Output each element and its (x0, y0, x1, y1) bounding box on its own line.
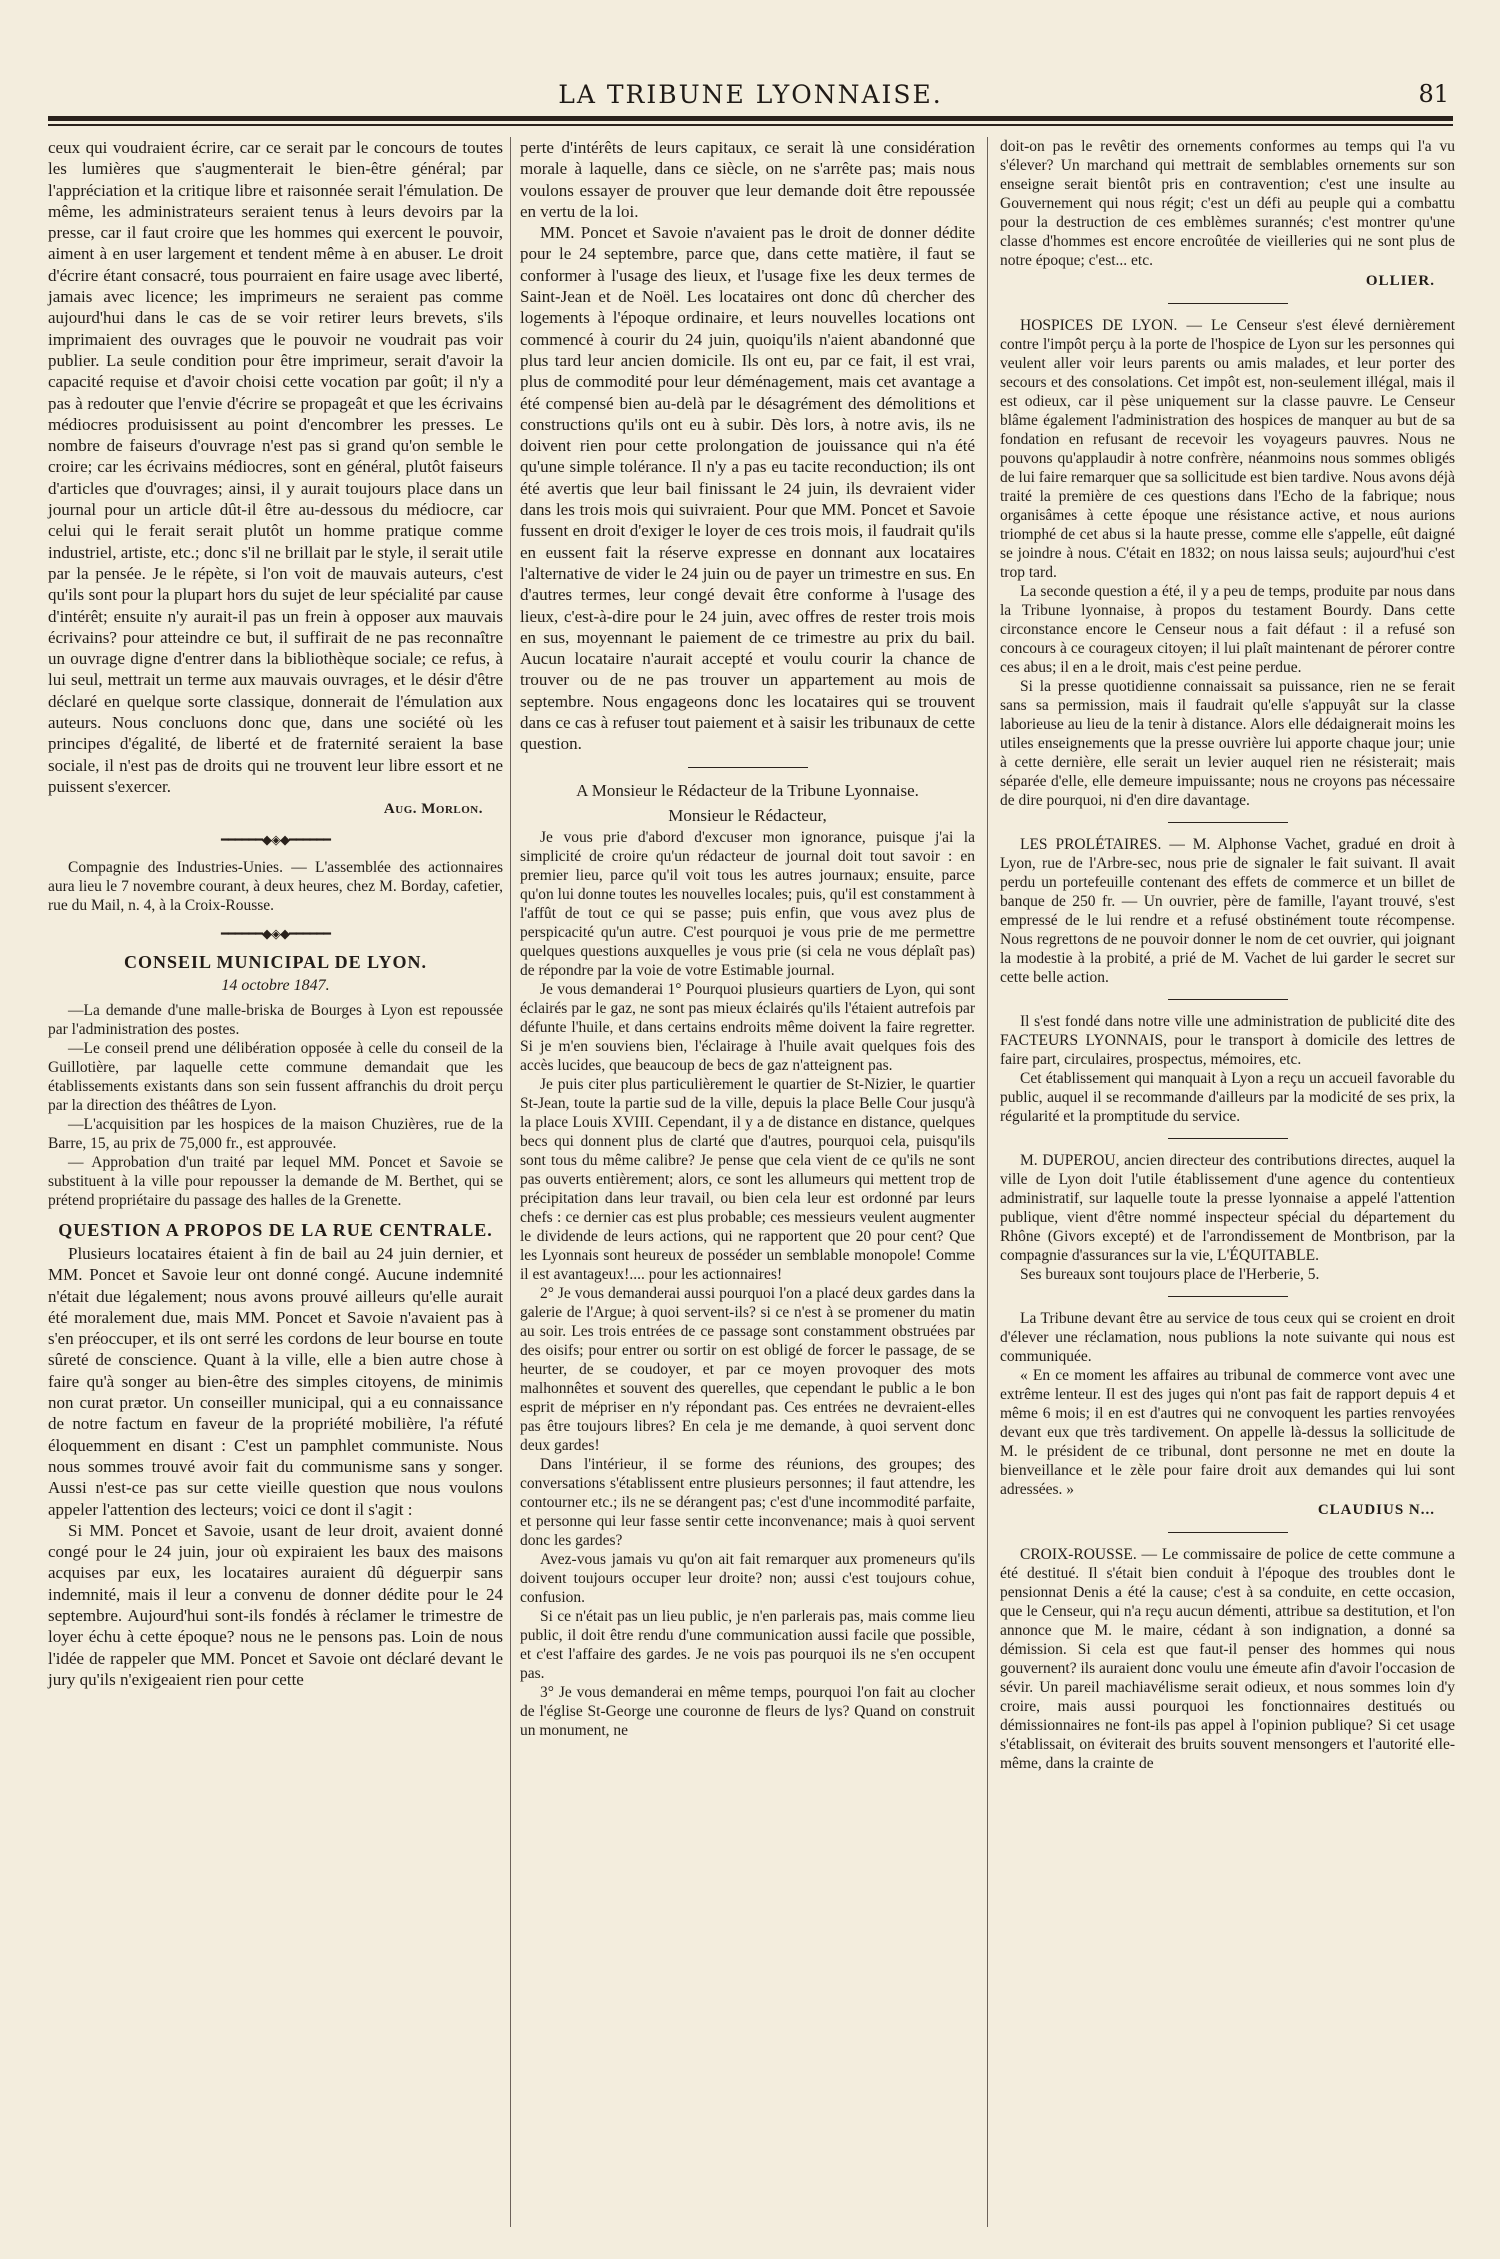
column-3 (1000, 137, 1455, 1773)
article-text: perte d'intérêts de leurs capitaux, ce serait là une considération morale à laquelle, dans ce siècle, on ne s'arrête pas; mais nous voulons essayer de prouver que leur demande doit être repoussée en vertu de la loi. (520, 138, 975, 221)
letter-text: Je vous demanderai 1° Pourquoi plusieurs quartiers de Lyon, qui sont éclairés par le gaz, ne sont pas mieux éclairés qu'ils l'étaient autrefois par défunte l'huile, et dans certains endroits même doivent la faire regretter. Si je m'en souviens bien, l'éclairage à l'huile avait quelques fois des accès lucides, que beaucoup de becs de gaz n'atteignent pas. (520, 981, 975, 1075)
note-signature: CLAUDIUS N... (1317, 1502, 1435, 1518)
news-facteurs: Cet établissement qui manquait à Lyon a reçu un accueil favorable du public, auquel il se recommande d'ailleurs par la modicité de ses prix, la régularité et la promptitude du service. (1000, 1070, 1455, 1125)
article-text: MM. Poncet et Savoie n'avaient pas le droit de donner dédite pour le 24 septembre, parce que, dans cette matière, il faut se conformer à l'usage des lieux, et l'usage fixe les deux termes de Saint-Jean et de Noël. Les locataires ont donc dû chercher des logements à l'époque ordinaire, et leurs nouvelles locations ont commencé à courir du 24 juin, quoiqu'ils n'aient abandonné que plus tard leur ancien domicile. Ils ont eu, par ce fait, il est vrai, plus de commodité pour leur déménagement, mais cet avantage a été compensé bien au-delà par le désagrément des démolitions et constructions qu'ils ont eu à subir. Dès lors, à notre avis, ils ne doivent rien pour cette prolongation de jouissance qui n'a été qu'une simple tolérance. Il n'y a pas eu tacite reconduction; ils ont été avertis que leur bail finissant le 24 juin, ils devraient vider dans les trois mois qui suivraient. Pour que MM. Poncet et Savoie fussent en droit d'exiger le loyer de ces trois mois, il faudrait qu'ils en eussent fait la réserve expresse en donnant aux locataires l'alternative de vider le 24 juin ou de payer un trimestre en sus. En d'autres termes, leur congé devait être conforme à l'usage des lieux, c'est-à-dire pour le 24 juin, avec offres de rester trois mois en sus, moyennant le paiement de ce trimestre au prix du bail. Aucun locataire n'aurait accepté et voulu courir la chance de trouver ou de ne pas trouver un appartement au mois de septembre. Nous engageons donc les locataires qui se trouvent dans ce cas à refuser tout paiement et à saisir les tribunaux de cette question. (520, 223, 975, 754)
ornament-divider: ━━━━━━◆◈◆━━━━━━ (221, 925, 330, 941)
news-duperou: M. DUPEROU, ancien directeur des contributions directes, auquel la ville de Lyon doit l'utile établissement d'une agence du contentieux administratif, sur laquelle toute la presse lyonnaise a appelé l'attention publique, vient d'être nommé inspecteur spécial du département du Rhône (Givors excepté) et de l'arrondissement de Montbrison, par la compagnie d'assurances sur la vie, L'ÉQUITABLE. (1000, 1152, 1455, 1264)
news-hospices: HOSPICES DE LYON. — Le Censeur s'est élevé dernièrement contre l'impôt perçu à la porte de l'hospice de Lyon sur les personnes qui veulent aller voir leurs parents ou amis malades, et leur porter des secours et des consolations. Cet impôt est, non-seulement illégal, mais il est odieux, car il pèse uniquement sur la classe pauvre. Le Censeur blâme également l'administration des hospices de manquer au but de sa fondation en refusant de recevoir les voyageurs pauvres. Nous ne pouvons qu'applaudir à notre confrère, néanmoins nous sommes obligés de lui faire remarquer que sa sollicitude est bien tardive. Nous avons déjà traité la première de ces questions dans l'Echo de la fabrique; nous organisâmes à cette époque une résistance active, et nous aurions triomphé de cet abus si la haute presse, comme elle s'appelle, eût daigné se joindre à nous. C'était en 1832; on nous laissa seuls; aujourd'hui c'est trop tard. (1000, 317, 1455, 581)
letter-text: Dans l'intérieur, il se forme des réunions, des groupes; des conversations s'établissent entre plusieurs personnes; il faut attendre, les contourner etc.; ils ne se dérangent pas; c'est d'une incommodité parfaite, et personne qui leur fasse sentir cette inconvenance; mais à quoi servent donc les gardes? (520, 1456, 975, 1550)
article-text: Si MM. Poncet et Savoie, usant de leur droit, avaient donné congé pour le 24 juin, jour où expiraient les baux des maisons acquises par eux, les locataires auraient dû déguerpir sans indemnité, mais il leur a convenu de donner dédite pour le 24 septembre. Aujourd'hui sont-ils fondés à réclamer le trimestre de loyer échu à cette époque? nous ne le pensons pas. Loin de nous l'idée de rappeler que MM. Poncet et Savoie ont déclaré devant le jury qu'ils n'exigeaient rien pour cette (48, 1520, 503, 1689)
article-signature: Aug. Morlon. (383, 801, 483, 818)
news-duperou: Ses bureaux sont toujours place de l'Herberie, 5. (1020, 1266, 1320, 1283)
divider (1168, 1138, 1288, 1139)
list-item: —La demande d'une malle-briska de Bourges à Lyon est repoussée par l'administration des postes. (48, 1001, 503, 1038)
article-text: ceux qui voudraient écrire, car ce serait par le concours de toutes les lumières que s'augmenterait le bien-être général; par l'appréciation et la critique libre et raisonnée serait l'émulation. De même, les administrateurs seraient tenus à leurs devoirs par la presse, car il faut croire que les hommes qui exercent le pouvoir, aiment à en user largement et tendent même à en abuser. Le droit d'écrire étant consacré, tous pourraient en faire usage avec liberté, jamais avec licence; les imprimeurs ne seraient pas comme aujourd'hui dans le cas de se voir retirer leurs brevets, s'ils imprimaient des ouvrages que le pouvoir ne voudrait pas voir publier. La seule condition pour être imprimeur, serait d'avoir la capacité requise et d'avoir choisi cette vocation par goût; il n'y a pas à redouter que l'envie d'écrire se propageât et que les écrivains médiocres produisissent au point d'encombrer les presses. Le nombre de faiseurs d'ouvrage n'est pas si grand qu'on semble le croire; car les écrivains médiocres, sont en général, plutôt faiseurs d'articles que d'ouvrages; ainsi, il y aurait toujours place dans un journal pour un article dût-il être au-dessous du médiocre, car celui qui le ferait serait plutôt un homme pratique comme industriel, artiste, etc.; donc s'il ne brillait par le style, il serait utile par la pensée. Je le répète, si l'on voit de mauvais auteurs, c'est qu'ils sont pour la plupart hors du sujet de leur spécialité par cause d'intérêt; ensuite n'y aurait-il pas un frein à opposer aux mauvais écrivains? pour atteindre ce but, il suffirait de ne pas reconnaître un ouvrage digne d'entrer dans la bibliothèque sociale; ce refus, à lui seul, mettrait un terme aux mauvais ouvrages, et le désir d'être déclaré en quelque sorte classique, donnerait de l'émulation aux auteurs. Nous concluons donc que, dans une société où les principes d'égalité, de liberté et de fraternité seraient la base sociale, il n'est pas de droits qui ne trouvent leur libre essort et ne puissent s'exercer. (48, 138, 503, 796)
letter-heading: A Monsieur le Rédacteur de la Tribune Lyonnaise. (576, 780, 919, 800)
news-proletaires: LES PROLÉTAIRES. — M. Alphonse Vachet, gradué en droit à Lyon, rue de l'Arbre-sec, nous prie de signaler le fait suivant. Il avait perdu un portefeuille contenant des effets de commerce et un billet de banque de 250 fr. — Un ouvrier, père de famille, l'ayant trouvé, s'est empressé de le lui rendre et a refusé obstinément toute récompense. Nous regrettons de ne pouvoir donner le nom de cet ouvrier, qui joignant la modestie à la probité, a prié de M. Vachet de lui garder le secret sur cette belle action. (1000, 836, 1455, 986)
header-rule (48, 116, 1453, 121)
column-divider (510, 137, 511, 2227)
divider (1168, 1296, 1288, 1297)
column-2 (520, 137, 975, 1740)
article-text: Plusieurs locataires étaient à fin de bail au 24 juin dernier, et MM. Poncet et Savoie leur ont donné congé. Aucune indemnité n'était due légalement; nous avons prouvé ailleurs qu'elle aurait été moralement due, mais MM. Poncet et Savoie n'avaient pas à s'en préoccuper, et ils ont serré les cordons de leur bourse en toute sûreté de conscience. Quant à la ville, elle a bien autre chose à faire qu'à songer au bien-être des simples citoyens, de minimis non curat prætor. Un conseiller municipal, qui a eu connaissance de notre factum en faveur de la propriété mobilière, l'a réfuté éloquemment en disant : C'est un pamphlet communiste. Nous nous sommes trouvé avoir fait du communisme sans y songer. Aussi n'est-ce pas sur cette vieille question que nous voulons appeler l'attention des lecteurs; voici ce dont il s'agit : (48, 1243, 503, 1519)
newspaper-title: LA TRIBUNE LYONNAISE. (558, 80, 943, 109)
letter-salutation: Monsieur le Rédacteur, (668, 805, 827, 825)
letter-signature: OLLIER. (1365, 273, 1435, 289)
column-divider (987, 137, 988, 2227)
list-item: —L'acquisition par les hospices de la maison Chuzières, rue de la Barre, 15, au prix de 75,000 fr., est approuvée. (48, 1115, 503, 1152)
divider (688, 767, 808, 768)
divider (1168, 1532, 1288, 1533)
letter-text: Si ce n'était pas un lieu public, je n'en parlerais pas, mais comme lieu public, il doit être rendu d'une communication aussi facile que possible, et c'est l'affaire des gardes. Je ne vois pas pourquoi ils ne s'en occupent pas. (520, 1608, 975, 1683)
letter-text: doit-on pas le revêtir des ornements conformes au temps qui l'a vu s'élever? Un marchand qui mettrait de semblables ornements sur son enseigne serait bientôt pris en contravention; c'est une insulte au Gouvernement qui nous régit; c'est un défi au peuple qui a combattu pour la destruction de ces emblèmes surannés; c'est montrer qu'une classe d'hommes est encore encroûtée de vieilleries qui ne sont plus de notre époque; c'est... etc. (1000, 138, 1455, 269)
section-date: 14 octobre 1847. (221, 977, 330, 995)
ornament-divider: ━━━━━━◆◈◆━━━━━━ (221, 831, 330, 847)
header-rule-thin (48, 124, 1453, 126)
column-1 (48, 137, 503, 1690)
letter-text: 3° Je vous demanderai en même temps, pourquoi l'on fait au clocher de l'église St-George une couronne de fleurs de lys? Quand on construit un monument, ne (520, 1684, 975, 1740)
list-item: — Approbation d'un traité par lequel MM. Poncet et Savoie se substituent à la ville pour repousser la demande de M. Berthet, qui se prétend propriétaire du passage des halles de la Grenette. (48, 1153, 503, 1209)
news-hospices: La seconde question a été, il y a peu de temps, produite par nous dans la Tribune lyonnaise, à propos du testament Bourdy. Dans cette circonstance encore le Censeur nous a fait défaut : il a refusé son concours à ce courageux citoyen; il lui plaît maintenant de pérorer contre ces abus; il en a le droit, mais c'est peine perdue. (1000, 583, 1455, 676)
list-item: —Le conseil prend une délibération opposée à celle du conseil de la Guillotière, par laquelle cette commune demandait que les établissements existants dans son sein fussent affranchis du droit perçu par la direction des théâtres de Lyon. (48, 1039, 503, 1114)
section-heading: CONSEIL MUNICIPAL DE LYON. (123, 952, 428, 973)
letter-text: Avez-vous jamais vu qu'on ait fait remarquer aux promeneurs qu'ils doivent toujours occuper leur droite? non; aussi c'est toujours cohue, confusion. (520, 1551, 975, 1607)
news-hospices: Si la presse quotidienne connaissait sa puissance, rien ne se ferait sans sa permission, mais il faudrait qu'elle s'appuyât sur la classe laborieuse au lieu de la tenir à distance. Alors elle dédaignerait moins les utiles enseignements que la presse ouvrière lui apporte chaque jour; unie à cette dernière, elle serait un levier auquel rien ne résisterait; mais séparée d'elle, elle demeure impuissante; nous ne croyons pas nécessaire de dire pourquoi, ni d'en dire davantage. (1000, 678, 1455, 809)
news-tribune: La Tribune devant être au service de tous ceux qui se croient en droit d'élever une réclamation, nous publions la note suivante qui nous est communiquée. (1000, 1310, 1455, 1365)
page-number: 81 (1418, 80, 1449, 108)
news-croix-rousse: CROIX-ROUSSE. — Le commissaire de police de cette commune a été destitué. Il s'était bien conduit à l'époque des troubles dont le pensionnat Denis a été la cause; c'est à sa conduite, en cette occasion, que le Censeur, qui n'a reçu aucun démenti, attribue sa destitution, et l'on annonce que M. le maire, cédant à son indignation, a donné sa démission. Si cela est que faut-il penser des hommes qui nous gouvernent? ils auraient donc voulu une émeute afin d'avoir l'occasion de sévir. Un pareil machiavélisme serait odieux, et nous sommes loin d'y croire, mais aussi pourquoi les fonctionnaires destitués ou démissionnaires ne font-ils pas appel à l'opinion publique? Si cet usage s'établissait, on éviterait des bruits souvent mensongers et l'autorité elle-même, dans la crainte de (1000, 1546, 1455, 1772)
section-heading: QUESTION A PROPOS DE LA RUE CENTRALE. (58, 1219, 493, 1240)
divider (1168, 303, 1288, 304)
notice-compagnie: Compagnie des Industries-Unies. — L'assemblée des actionnaires aura lieu le 7 novembre courant, à deux heures, chez M. Borday, cafetier, rue du Mail, n. 4, à la Croix-Rousse. (48, 858, 503, 914)
divider (1168, 822, 1288, 823)
letter-text: Je puis citer plus particulièrement le quartier de St-Nizier, le quartier St-Jean, toute la partie sud de la ville, depuis la place Belle Cour jusqu'à la place Louis XVIII. Cependant, il y a de distance en distance, quelques becs qui donnent plus de clarté que d'autres, pourquoi cela, puisqu'ils sont tous du même calibre? Je pense que cela vient de ce qu'ils ne sont pas ouverts entièrement; alors, ce sont les allumeurs qui mettent trop de précipitation dans leur travail, ou bien cela leur est ordonné par leurs chefs : ce dernier cas est plus probable; ces messieurs veulent augmenter le dividende de leurs actions, qui ne rapportent que 20 pour cent? Que les Lyonnais sont heureux de posséder un semblable monopole! Comme il est avantageux!.... pour les actionnaires! (520, 1076, 975, 1284)
letter-text: Je vous prie d'abord d'excuser mon ignorance, puisque j'ai la simplicité de croire qu'un rédacteur de journal doit tout savoir : en premier lieu, parce qu'il voit tous les autres journaux; ensuite, parce qu'on lui donne toutes les nouvelles locales; puis, qu'il est constamment à l'affût de tout ce qui se passe; puis enfin, que vous avez plus de perspicacité qu'un autre. C'est pourquoi je vous prie de me permettre quelques questions auxquelles je vous prie (si cela ne vous déplaît pas) de répondre par la voie de votre Estimable journal. (520, 829, 976, 980)
masthead (48, 70, 1453, 118)
news-facteurs: Il s'est fondé dans notre ville une administration de publicité dite des FACTEURS LYONNAIS, pour le transport à domicile des lettres de faire part, circulaires, prospectus, mémoires, etc. (1000, 1013, 1455, 1068)
news-tribune: « En ce moment les affaires au tribunal de commerce vont avec une extrême lenteur. Il est des juges qui n'ont pas fait de rapport depuis 4 et même 6 mois; il en est d'autres qui ne convoquent les parties renvoyées devant eux que très tardivement. On appelle là-dessus la sollicitude de M. le président de ce tribunal, dont personne ne met en doute la bienveillance et le zèle pour faire droit aux demandes qui lui sont adressées. » (1000, 1367, 1455, 1498)
letter-text: 2° Je vous demanderai aussi pourquoi l'on a placé deux gardes dans la galerie de l'Argue; à quoi servent-ils? si ce n'est à se promener du matin au soir. Les trois entrées de ce passage sont constamment obstruées par des oisifs; pour entrer ou sortir on est obligé de forcer le passage, de se heurter, de se coudoyer, et par ce moyen provoquer des mots malhonnêtes et souvent des querelles, que cependant le public a le bon esprit de mépriser en n'y répondant pas. Ces entrées ne devraient-elles pas être toujours libres? En cela je me demande, à quoi servent donc deux gardes! (520, 1285, 975, 1455)
divider (1168, 999, 1288, 1000)
